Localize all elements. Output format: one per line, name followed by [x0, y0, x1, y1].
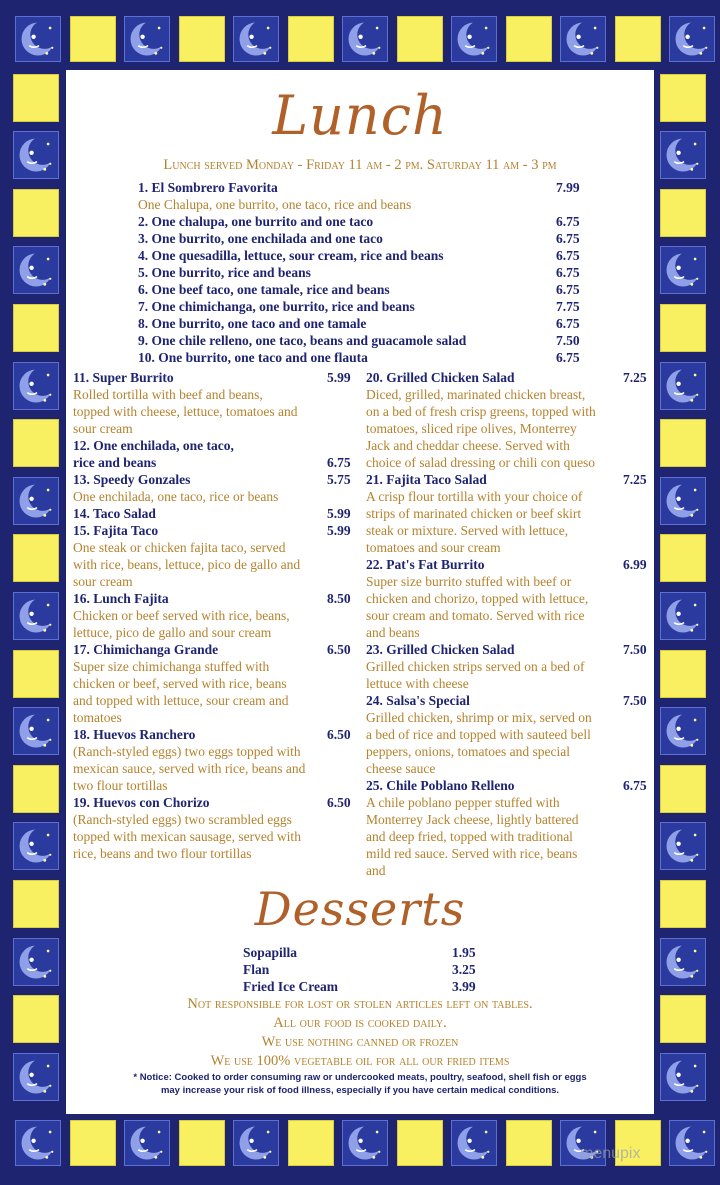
menu-item-row: [366, 369, 651, 386]
menu-item-row: [366, 556, 651, 573]
menu-item-name: 15. Fajita Taco: [73, 523, 159, 538]
yellow-tile: [13, 74, 59, 122]
menu-item-name: Fried Ice Cream: [243, 979, 338, 994]
menu-item-description: and: [366, 863, 386, 878]
moon-face-icon: [342, 1120, 388, 1166]
menu-item-row: [138, 179, 588, 196]
yellow-tile: [13, 880, 59, 928]
menu-item-name: 3. One burrito, one enchilada and one taco: [138, 231, 383, 246]
menu-item-price: 6.75: [556, 265, 580, 280]
yellow-tile: [179, 1120, 225, 1166]
lunch-title: Lunch: [272, 84, 448, 147]
menu-item-description: tomatoes, sliced ripe olives, Monterrey: [366, 421, 577, 436]
menu-item-price: 1.95: [452, 945, 476, 960]
moon-face-icon: [13, 131, 59, 179]
policy-line: We use nothing canned or frozen: [261, 1034, 459, 1050]
menu-item-row: [366, 777, 651, 794]
moon-face-icon: [233, 16, 279, 62]
menu-item-description: sour cream: [73, 574, 133, 589]
menu-item-name: 18. Huevos Ranchero: [73, 727, 196, 742]
menu-item-name: 20. Grilled Chicken Salad: [366, 370, 515, 385]
moon-face-icon: [13, 362, 59, 410]
yellow-tile: [13, 765, 59, 813]
moon-face-icon: [15, 16, 61, 62]
yellow-tile: [660, 74, 706, 122]
menu-item-name: Flan: [243, 962, 270, 977]
menu-item-name: 13. Speedy Gonzales: [73, 472, 191, 487]
yellow-tile: [660, 880, 706, 928]
yellow-tile: [615, 16, 661, 62]
menu-item-price: 6.75: [556, 316, 580, 331]
menu-item-price: 5.99: [327, 506, 351, 521]
moon-face-icon: [13, 592, 59, 640]
menu-item-description: and topped with lettuce, sour cream and: [73, 693, 289, 708]
menu-item-description: (Ranch-styled eggs) two scrambled eggs: [73, 812, 292, 827]
menu-item-description: (Ranch-styled eggs) two eggs topped with: [73, 744, 301, 759]
moon-face-icon: [660, 938, 706, 986]
yellow-tile: [70, 1120, 116, 1166]
menu-item-price: 5.99: [327, 523, 351, 538]
menu-item-row: [138, 264, 588, 281]
yellow-tile: [13, 534, 59, 582]
menu-item-description: Diced, grilled, marinated chicken breast,: [366, 387, 586, 402]
menu-item-description: One Chalupa, one burrito, one taco, rice and beans: [138, 197, 412, 212]
moon-face-icon: [669, 1120, 715, 1166]
menu-item-description: chicken and chorizo, topped with lettuce,: [366, 591, 589, 606]
menu-item-price: 7.50: [623, 693, 647, 708]
menu-item-description: topped with mexican sausage, served with: [73, 829, 301, 844]
lunch-hours: Lunch served Monday - Friday 11 am - 2 pm. Saturday 11 am - 3 pm: [163, 157, 557, 173]
menu-item-row: [138, 213, 588, 230]
menu-item-price: 7.50: [623, 642, 647, 657]
moon-face-icon: [451, 16, 497, 62]
menu-item-price: 6.75: [556, 214, 580, 229]
menu-item-name: 22. Pat's Fat Burrito: [366, 557, 485, 572]
menu-item-price: 5.99: [327, 370, 351, 385]
menu-item-row: [73, 522, 358, 539]
menu-item-name: 24. Salsa's Special: [366, 693, 470, 708]
menu-item-name: 19. Huevos con Chorizo: [73, 795, 210, 810]
moon-face-icon: [660, 822, 706, 870]
menu-item-description: Super size burrito stuffed with beef or: [366, 574, 572, 589]
menu-item-description: One steak or chicken fajita taco, served: [73, 540, 286, 555]
menu-item-description: steak or mixture. Served with lettuce,: [366, 523, 569, 538]
menu-item-row: [73, 641, 358, 658]
policy-line: Not responsible for lost or stolen articles left on tables.: [187, 996, 533, 1012]
menu-item-price: 8.50: [327, 591, 351, 606]
menu-panel: [66, 70, 654, 1114]
menu-item-price: 6.50: [327, 795, 351, 810]
menu-item-description: chicken or beef, served with rice, beans: [73, 676, 287, 691]
yellow-tile: [660, 419, 706, 467]
yellow-tile: [13, 189, 59, 237]
menu-item-row: [138, 349, 588, 366]
menu-item-price: 7.25: [623, 370, 647, 385]
menu-item-row: [366, 641, 651, 658]
menu-item-row: [73, 437, 358, 454]
menu-item-price: 7.50: [556, 333, 580, 348]
moon-face-icon: [660, 477, 706, 525]
menu-item-name: 10. One burrito, one taco and one flauta: [138, 350, 368, 365]
menu-item-description: peppers, onions, tomatoes and special: [366, 744, 570, 759]
yellow-tile: [660, 650, 706, 698]
notice-line: may increase your risk of food illness, especially if you have certain medical conditions.: [160, 1085, 560, 1096]
moon-face-icon: [660, 592, 706, 640]
moon-face-icon: [342, 16, 388, 62]
menu-item-description: Rolled tortilla with beef and beans,: [73, 387, 263, 402]
menu-item-price: 6.99: [623, 557, 647, 572]
menu-item-price: 6.75: [327, 455, 351, 470]
menu-item-name: 2. One chalupa, one burrito and one taco: [138, 214, 374, 229]
moon-face-icon: [669, 16, 715, 62]
menu-item-description: mexican sauce, served with rice, beans and: [73, 761, 306, 776]
menu-item-price: 7.25: [623, 472, 647, 487]
menu-item-row: [138, 298, 588, 315]
menu-item-price: 3.25: [452, 962, 476, 977]
moon-face-icon: [560, 16, 606, 62]
desserts-title: Desserts: [254, 882, 466, 936]
menu-item-description: rice, beans and two flour tortillas: [73, 846, 252, 861]
menu-item-row: [73, 471, 358, 488]
menu-item-name: Sopapilla: [243, 945, 298, 960]
menu-item-description: and beans: [366, 625, 420, 640]
menu-item-name: 17. Chimichanga Grande: [73, 642, 219, 657]
moon-face-icon: [13, 477, 59, 525]
yellow-tile: [13, 650, 59, 698]
moon-face-icon: [660, 362, 706, 410]
menu-item-row: [73, 454, 358, 471]
menu-item-description: lettuce with cheese: [366, 676, 469, 691]
menu-item-price: 5.75: [327, 472, 351, 487]
menu-item-name: 21. Fajita Taco Salad: [366, 472, 487, 487]
menu-item-name: rice and beans: [73, 455, 157, 470]
yellow-tile: [397, 16, 443, 62]
menu-item-description: lettuce, pico de gallo and sour cream: [73, 625, 272, 640]
menu-item-description: A chile poblano pepper stuffed with: [366, 795, 560, 810]
menu-item-name: 11. Super Burrito: [73, 370, 174, 385]
menu-item-row: [243, 961, 493, 978]
menu-item-row: [73, 590, 358, 607]
menu-item-row: [138, 315, 588, 332]
moon-face-icon: [660, 246, 706, 294]
menu-item-description: two flour tortillas: [73, 778, 168, 793]
moon-face-icon: [124, 1120, 170, 1166]
watermark: menupix: [580, 1145, 641, 1162]
menu-item-description: mild red sauce. Served with rice, beans: [366, 846, 578, 861]
menu-item-description: sour cream and tomato. Served with rice: [366, 608, 585, 623]
menu-item-row: [73, 369, 358, 386]
menu-item-price: 6.75: [556, 282, 580, 297]
menu-item-row: [73, 726, 358, 743]
menu-item-price: 7.99: [556, 180, 580, 195]
menu-item-row: [73, 505, 358, 522]
menu-item-description: Grilled chicken strips served on a bed of: [366, 659, 585, 674]
menu-item-price: 3.99: [452, 979, 476, 994]
menu-item-description: on a bed of fresh crisp greens, topped with: [366, 404, 596, 419]
yellow-tile: [660, 304, 706, 352]
yellow-tile: [660, 189, 706, 237]
menu-item-name: 25. Chile Poblano Relleno: [366, 778, 515, 793]
yellow-tile: [13, 995, 59, 1043]
menu-item-name: 14. Taco Salad: [73, 506, 156, 521]
menu-item-row: [366, 471, 651, 488]
menu-item-name: 9. One chile relleno, one taco, beans and guacamole salad: [138, 333, 467, 348]
moon-face-icon: [660, 707, 706, 755]
moon-face-icon: [660, 131, 706, 179]
menu-item-description: choice of salad dressing or chili con queso: [366, 455, 596, 470]
yellow-tile: [506, 1120, 552, 1166]
yellow-tile: [13, 304, 59, 352]
menu-item-row: [138, 230, 588, 247]
menu-item-row: [138, 332, 588, 349]
yellow-tile: [660, 765, 706, 813]
menu-item-description: tomatoes and sour cream: [366, 540, 501, 555]
menu-item-description: Jack and cheddar cheese. Served with: [366, 438, 570, 453]
menu-item-row: [138, 247, 588, 264]
moon-face-icon: [233, 1120, 279, 1166]
menu-item-description: cheese sauce: [366, 761, 436, 776]
menu-item-name: 5. One burrito, rice and beans: [138, 265, 311, 280]
yellow-tile: [397, 1120, 443, 1166]
moon-face-icon: [660, 1053, 706, 1101]
menu-item-price: 6.50: [327, 727, 351, 742]
yellow-tile: [660, 534, 706, 582]
menu-item-name: 8. One burrito, one taco and one tamale: [138, 316, 367, 331]
menu-item-description: topped with cheese, lettuce, tomatoes and: [73, 404, 298, 419]
menu-item-description: Grilled chicken, shrimp or mix, served on: [366, 710, 592, 725]
menu-item-description: Super size chimichanga stuffed with: [73, 659, 270, 674]
menu-item-row: [243, 978, 493, 995]
menu-item-name: 23. Grilled Chicken Salad: [366, 642, 515, 657]
menu-item-description: Chicken or beef served with rice, beans,: [73, 608, 290, 623]
moon-face-icon: [13, 246, 59, 294]
notice-line: * Notice: Cooked to order consuming raw or undercooked meats, poultry, seafood, shell fish or eggs: [133, 1072, 587, 1083]
yellow-tile: [13, 419, 59, 467]
menu-item-row: [243, 944, 493, 961]
menu-item-name: 7. One chimichanga, one burrito, rice and beans: [138, 299, 415, 314]
menu-item-name: 12. One enchilada, one taco,: [73, 438, 234, 453]
moon-face-icon: [13, 822, 59, 870]
yellow-tile: [288, 16, 334, 62]
menu-item-price: 7.75: [556, 299, 580, 314]
moon-face-icon: [13, 938, 59, 986]
policy-line: We use 100% vegetable oil for all our fried items: [210, 1053, 510, 1069]
moon-face-icon: [13, 707, 59, 755]
moon-face-icon: [15, 1120, 61, 1166]
yellow-tile: [660, 995, 706, 1043]
moon-face-icon: [124, 16, 170, 62]
menu-item-name: 4. One quesadilla, lettuce, sour cream, rice and beans: [138, 248, 444, 263]
policy-line: All our food is cooked daily.: [273, 1015, 447, 1031]
yellow-tile: [506, 16, 552, 62]
menu-item-description: and deep fried, topped with traditional: [366, 829, 573, 844]
moon-face-icon: [13, 1053, 59, 1101]
menu-item-description: Monterrey Jack cheese, lightly battered: [366, 812, 579, 827]
menu-item-price: 6.75: [556, 231, 580, 246]
menu-item-row: [73, 794, 358, 811]
menu-item-name: 16. Lunch Fajita: [73, 591, 169, 606]
menu-item-description: A crisp flour tortilla with your choice of: [366, 489, 583, 504]
menu-item-price: 6.75: [623, 778, 647, 793]
menu-item-description: strips of marinated chicken or beef skirt: [366, 506, 582, 521]
yellow-tile: [288, 1120, 334, 1166]
menu-item-description: One enchilada, one taco, rice or beans: [73, 489, 279, 504]
yellow-tile: [179, 16, 225, 62]
menu-item-name: 1. El Sombrero Favorita: [138, 180, 278, 195]
yellow-tile: [70, 16, 116, 62]
menu-item-price: 6.50: [327, 642, 351, 657]
menu-item-description: a bed of rice and topped with sauteed bell: [366, 727, 591, 742]
menu-item-description: with rice, beans, lettuce, pico de gallo and: [73, 557, 301, 572]
menu-item-description: tomatoes: [73, 710, 122, 725]
menu-item-row: [138, 281, 588, 298]
moon-face-icon: [451, 1120, 497, 1166]
menu-item-row: [366, 692, 651, 709]
menu-item-name: 6. One beef taco, one tamale, rice and beans: [138, 282, 390, 297]
menu-item-price: 6.75: [556, 350, 580, 365]
menu-item-price: 6.75: [556, 248, 580, 263]
menu-item-description: sour cream: [73, 421, 133, 436]
